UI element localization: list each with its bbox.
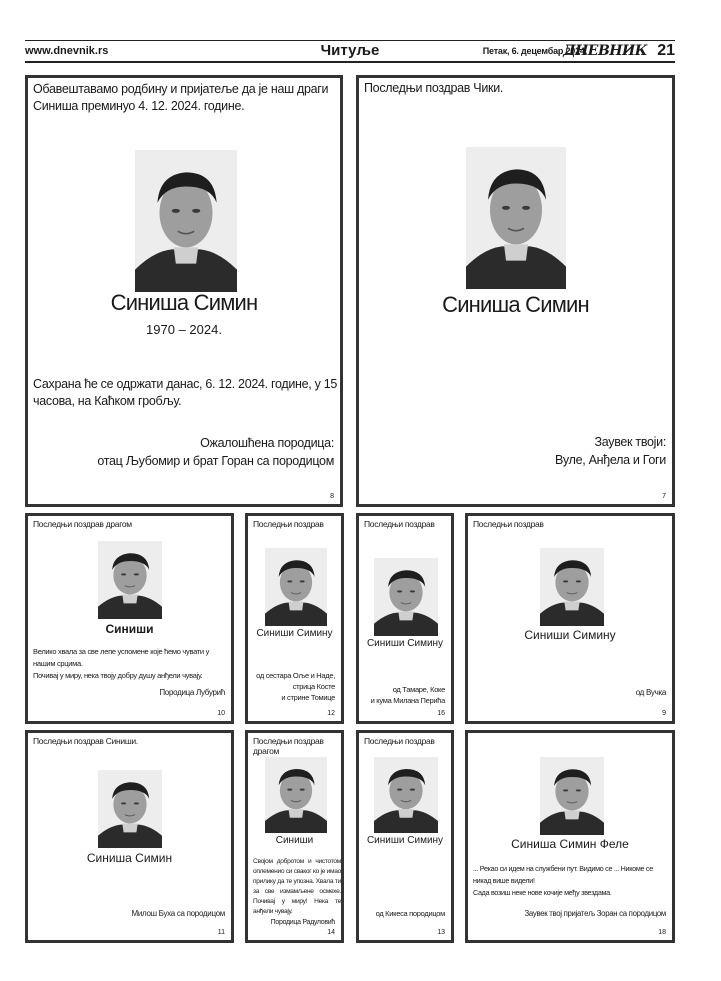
notice-number: 9 <box>662 710 666 717</box>
signature-names: Вуле, Анђела и Гоги <box>555 453 666 467</box>
signature: Милош Буха са породицом <box>131 909 225 918</box>
portrait-photo <box>466 147 566 289</box>
portrait-image <box>98 541 162 619</box>
header-rule-top <box>25 40 675 41</box>
obituary-notice <box>245 513 344 724</box>
notice-body: Велико хвала за све лепе успомене које ћемо чувати у нашим срцима. Почивај у миру, нека твоју добру душу анђели чувају. <box>33 647 210 680</box>
obituary-notice <box>356 75 675 507</box>
deceased-name: Синиша Симин <box>442 292 589 317</box>
funeral-info: Сахрана ће се одржати данас, 6. 12. 2024. године, у 15 часова, на Каћком гробљу. <box>33 377 338 408</box>
signature-heading: Заувек твоји: <box>594 435 666 449</box>
obituary-notice <box>25 75 343 507</box>
header-rule-bottom <box>25 61 675 63</box>
portrait-image <box>98 770 162 848</box>
obituary-notice <box>25 730 234 943</box>
site-url[interactable]: www.dnevnik.rs <box>25 45 109 57</box>
obituary-notice <box>356 730 454 943</box>
deceased-name: Синиши Симину <box>366 638 444 649</box>
deceased-name: Синиша Симин <box>86 851 173 865</box>
portrait-photo <box>374 757 438 833</box>
signature: од Тамаре, Коке и кума Милана Перића <box>370 685 445 705</box>
signature: Заувек твој пријатељ Зоран са породицом <box>524 909 666 918</box>
portrait-image <box>135 150 237 292</box>
deceased-name: Синиша Симин Феле <box>511 837 629 851</box>
portrait-image <box>265 757 327 833</box>
notice-intro: Последњи поздрав <box>473 519 544 529</box>
portrait-image <box>265 548 327 626</box>
signature-names: отац Љубомир и брат Горан са породицом <box>97 454 334 468</box>
signature: од сестара Оље и Наде, стрица Косте и стрине Томице <box>256 671 335 702</box>
signature: Породица Лубурић <box>159 688 225 697</box>
notice-body: ... Рекао си идем на службени пут. Видимо се ... Никоме се никад више видели! Сада возиш неке нове кочије међу звездама. <box>473 864 653 897</box>
deceased-name: Синиша Симин <box>110 290 258 315</box>
notice-intro: Последњи поздрав драгом <box>253 736 324 756</box>
section-title: Читуље <box>320 42 380 59</box>
notice-intro: Последњи поздрав <box>364 736 435 746</box>
notice-intro: Последњи поздрав <box>253 519 324 529</box>
notice-number: 8 <box>330 493 334 500</box>
signature: Породица Радуловић <box>270 919 335 926</box>
signature-heading: Ожалошћена породица: <box>200 436 334 450</box>
obituary-notice <box>465 513 675 724</box>
notice-number: 18 <box>658 929 666 936</box>
portrait-image <box>374 558 438 636</box>
portrait-image <box>540 548 604 626</box>
page-number: 21 <box>657 42 675 59</box>
portrait-photo <box>98 770 162 848</box>
deceased-name: Синиши <box>105 622 154 636</box>
life-years: 1970 – 2024. <box>146 322 222 337</box>
obituary-notice <box>245 730 344 943</box>
notice-number: 7 <box>662 493 666 500</box>
notice-intro: Последњи поздрав Чики. <box>364 81 504 95</box>
newspaper-logo: ДНЕВНИК <box>563 43 647 59</box>
obituary-notice <box>356 513 454 724</box>
deceased-name: Синиши Симину <box>524 628 616 642</box>
notice-intro: Последњи поздрав Синиши. <box>33 736 138 746</box>
portrait-photo <box>540 548 604 626</box>
issue-date: Петак, 6. децембар 2024. <box>482 46 587 56</box>
notice-number: 10 <box>217 710 225 717</box>
notice-intro: Обавештавамо родбину и пријатеље да је наш драги Синиша преминуо 4. 12. 2024. године. <box>33 82 329 113</box>
notice-number: 16 <box>437 710 445 717</box>
portrait-photo <box>265 757 327 833</box>
page-header <box>25 40 675 62</box>
portrait-image <box>466 147 566 289</box>
portrait-photo <box>374 558 438 636</box>
portrait-photo <box>98 541 162 619</box>
signature: од Кикеса породицом <box>375 909 445 918</box>
signature: од Вучка <box>635 688 666 697</box>
notice-body: Својом добротом и чистотом оплеменио си сваког ко је имао прилику да те упозна. Хвала ти за све измамљене осмехе. Почивај у миру! Нека те анђели чувају. <box>253 858 341 915</box>
notice-number: 13 <box>437 929 445 936</box>
portrait-photo <box>265 548 327 626</box>
notice-number: 12 <box>327 710 335 717</box>
obituary-notice <box>25 513 234 724</box>
deceased-name: Синиши Симину <box>366 835 444 846</box>
notice-intro: Последњи поздрав драгом <box>33 519 132 529</box>
portrait-photo <box>540 757 604 835</box>
deceased-name: Синиши Симину <box>256 628 333 639</box>
portrait-image <box>374 757 438 833</box>
notice-intro: Последњи поздрав <box>364 519 435 529</box>
portrait-image <box>540 757 604 835</box>
notice-number: 14 <box>327 929 335 936</box>
obituary-notice <box>465 730 675 943</box>
notice-number: 11 <box>217 929 225 936</box>
portrait-photo <box>135 150 237 292</box>
deceased-name: Синиши <box>275 835 314 846</box>
